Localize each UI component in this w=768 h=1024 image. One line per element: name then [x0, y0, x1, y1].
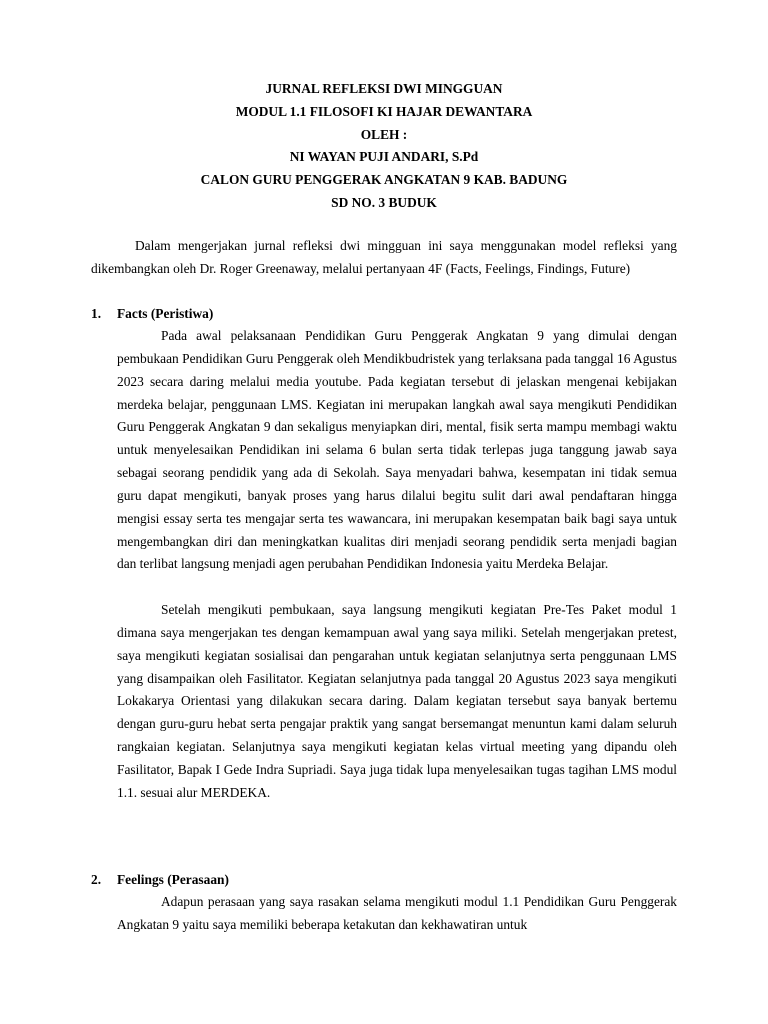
intro-paragraph: Dalam mengerjakan jurnal refleksi dwi mingguan ini saya menggunakan model refleksi yang dikembangkan oleh Dr. Roger Greenaway, melalui pertanyaan 4F (Facts, Feelings, Findings, Future) [91, 238, 677, 276]
document-header [0, 78, 768, 215]
feelings-paragraph-1: Adapun perasaan yang saya rasakan selama mengikuti modul 1.1 Pendidikan Guru Penggerak Angkatan 9 yaitu saya memiliki beberapa ketakutan dan kekhawatiran untuk [117, 894, 677, 932]
facts-paragraph-2: Setelah mengikuti pembukaan, saya langsung mengikuti kegiatan Pre-Tes Paket modul 1 dimana saya mengerjakan tes dengan kemampuan awal yang saya miliki. Setelah mengerjakan pretest, saya mengikuti kegiatan sosialisai dan pengarahan untuk kegiatan selanjutnya serta penggunaan LMS yang disampaikan oleh Fasilitator. Kegiatan selanjutnya pada tanggal 20 Agustus 2023 saya mengikuti Lokakarya Orientasi yang dilakukan secara daring. Dalam kegiatan tersebut saya banyak bertemu dengan guru-guru hebat serta pengajar praktik yang sangat bersemangat menuntun kami dalam seluruh rangkaian kegiatan. Selanjutnya saya mengikuti kegiatan kelas virtual meeting yang dipandu oleh Fasilitator, Bapak I Gede Indra Supriadi. Saya juga tidak lupa menyelesaikan tugas tagihan LMS modul 1.1. sesuai alur MERDEKA. [117, 602, 677, 800]
header-program: CALON GURU PENGGERAK ANGKATAN 9 KAB. BADUNG [200, 172, 568, 188]
section-heading-facts [91, 302, 213, 325]
section-number: 2. [91, 872, 102, 887]
section-title: Feelings (Perasaan) [117, 872, 229, 887]
section-heading-feelings [91, 868, 229, 891]
facts-paragraph-1: Pada awal pelaksanaan Pendidikan Guru Penggerak Angkatan 9 yang dimulai dengan pembukaan Pendidikan Guru Penggerak oleh Mendikbudristek yang terlaksana pada tanggal 16 Agustus 2023 secara daring melalui media youtube. Pada kegiatan tersebut di jelaskan mengenai kebijakan merdeka belajar, penggunaan LMS. Kegiatan ini merupakan langkah awal saya mengikuti Pendidikan Guru Penggerak Angkatan 9 dan sekaligus menyiapkan diri, mental, fisik serta mampu membagi waktu untuk menyelesaikan Pendidikan ini selama 6 bulan serta tidak terlepas juga tanggung jawab saya sebagai seorang pendidik yang ada di Sekolah. Saya menyadari bahwa, kesempatan ini tidak semua guru dapat mengikuti, banyak proses yang harus dilalui begitu sulit dari awal pendaftaran hingga mengisi essay serta tes mengajar serta tes wawancara, ini merupakan kesempatan baik bagi saya untuk mengembangkan diri dan meningkatkan kualitas diri menjadi seorang pendidik serta menjadi bagian dan terlibat langsung menjadi agen perubahan Pendidikan Indonesia yaitu Merdeka Belajar. [117, 328, 677, 572]
header-school: SD NO. 3 BUDUK [331, 194, 437, 210]
header-title: JURNAL REFLEKSI DWI MINGGUAN [265, 81, 503, 96]
section-number: 1. [91, 306, 102, 321]
header-module: MODUL 1.1 FILOSOFI KI HAJAR DEWANTARA [235, 103, 533, 119]
section-title: Facts (Peristiwa) [117, 306, 214, 321]
header-by: OLEH : [360, 126, 408, 142]
header-author: NI WAYAN PUJI ANDARI, S.Pd [289, 149, 479, 165]
